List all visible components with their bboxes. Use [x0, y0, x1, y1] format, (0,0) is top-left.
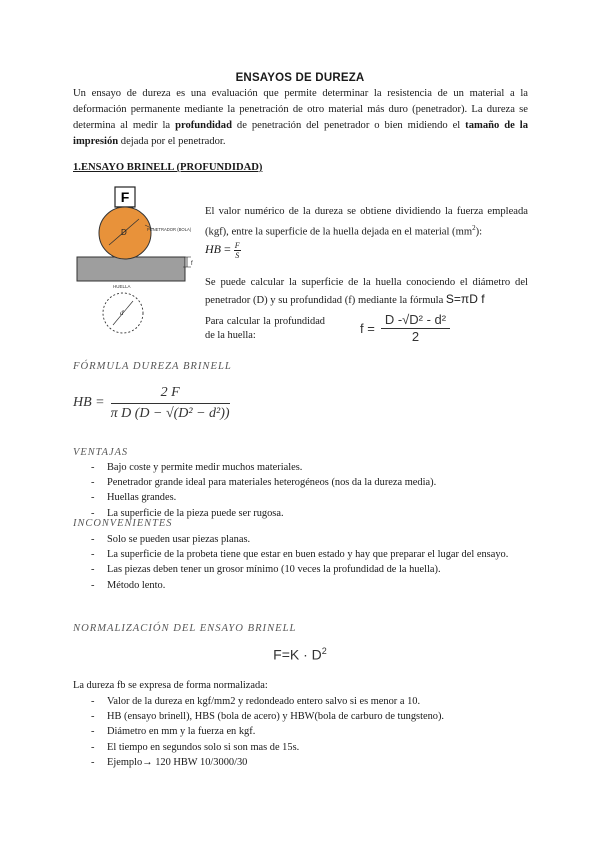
paragraph-surface: Se puede calcular la superficie de la huella conociendo el diámetro del penetrador (D) y su profundidad (f) mediante la fórmula S=πD f	[205, 277, 528, 306]
heading-inconvenientes: INCONVENIENTES	[73, 518, 173, 529]
list-ventajas	[73, 460, 528, 521]
list-item: - La superficie de la pieza puede ser rugosa.	[73, 506, 528, 521]
intro-paragraph: Un ensayo de dureza es una evaluación que permite determinar la resistencia de un material a la deformación permanente mediante la penetración de otro material más duro (penetrador). La dureza se determina al medir la profundidad de penetración del penetrador o bien midiendo el tamaño de la impresión dejada por el penetrador.	[73, 88, 528, 147]
list-inconvenientes	[73, 532, 528, 593]
formula-surface: S=πD f	[445, 292, 485, 306]
heading-ventajas: VENTAJAS	[73, 447, 129, 458]
formula-hb-simple: HB = $\frac{F}{S}$	[205, 240, 240, 260]
formula-normalizacion: $F=K \cdot D^2$	[273, 646, 327, 663]
list-item: - El tiempo en segundos solo si son mas de 15s.	[73, 740, 528, 755]
heading-normalizacion: NORMALIZACIÓN DEL ENSAYO BRINELL	[73, 623, 297, 634]
list-item: - HB (ensayo brinell), HBS (bola de acero) y HBW(bola de carburo de tungsteno).	[73, 709, 528, 724]
section-heading-brinell: 1.ENSAYO BRINELL (PROFUNDIDAD)	[73, 162, 263, 173]
diameter-label: D	[121, 228, 127, 237]
list-item: - Penetrador grande ideal para materiales heterogéneos (nos da la dureza media).	[73, 475, 528, 490]
list-item: - Bajo coste y permite medir muchos materiales.	[73, 460, 528, 475]
paragraph-depth-intro: Para calcular la profundidad de la huella:	[205, 316, 325, 341]
list-item: - Las piezas deben tener un grosor mínimo (10 veces la profundidad de la huella).	[73, 562, 528, 577]
paragraph-hb-definition: El valor numérico de la dureza se obtiene dividiendo la fuerza empleada (kgf), entre la superficie de la huella dejada en el material $(mm^2)$: HB = $\frac{F}{S}$	[205, 206, 528, 260]
list-normalizacion	[73, 694, 528, 770]
list-item: - Ejemplo→ 120 HBW 10/3000/30	[73, 755, 528, 770]
formula-brinell: HB = $\frac{2 F}{\text{π D (D − √(D² − d²))}}$	[73, 384, 230, 421]
document-title: ENSAYOS DE DUREZA	[235, 72, 365, 84]
impression-diameter-label: d	[120, 309, 124, 317]
list-item: - Solo se pueden usar piezas planas.	[73, 532, 528, 547]
depth-label: f	[191, 261, 193, 267]
normalizacion-intro: La dureza fb se expresa de forma normalizada:	[73, 680, 268, 691]
list-item: - Huellas grandes.	[73, 490, 528, 505]
list-item: - Valor de la dureza en kgf/mm2 y redondeado entero salvo si es menor a 10.	[73, 694, 528, 709]
list-item: - La superficie de la probeta tiene que estar en buen estado y hay que preparar el lugar del ensayo.	[73, 547, 528, 562]
heading-brinell-formula: FÓRMULA DUREZA BRINELL	[73, 361, 232, 372]
huella-label: HUELLA	[113, 284, 131, 289]
list-item: - Diámetro en mm y la fuerza en kgf.	[73, 724, 528, 739]
penetrador-label: PENETRADOR (BOLA)	[147, 227, 192, 232]
formula-depth: f = $\frac{\text{D -√D² - d²}}{2}$	[360, 312, 450, 345]
list-item: - Método lento.	[73, 578, 528, 593]
force-label: F	[120, 189, 130, 205]
brinell-diagram	[75, 185, 195, 340]
